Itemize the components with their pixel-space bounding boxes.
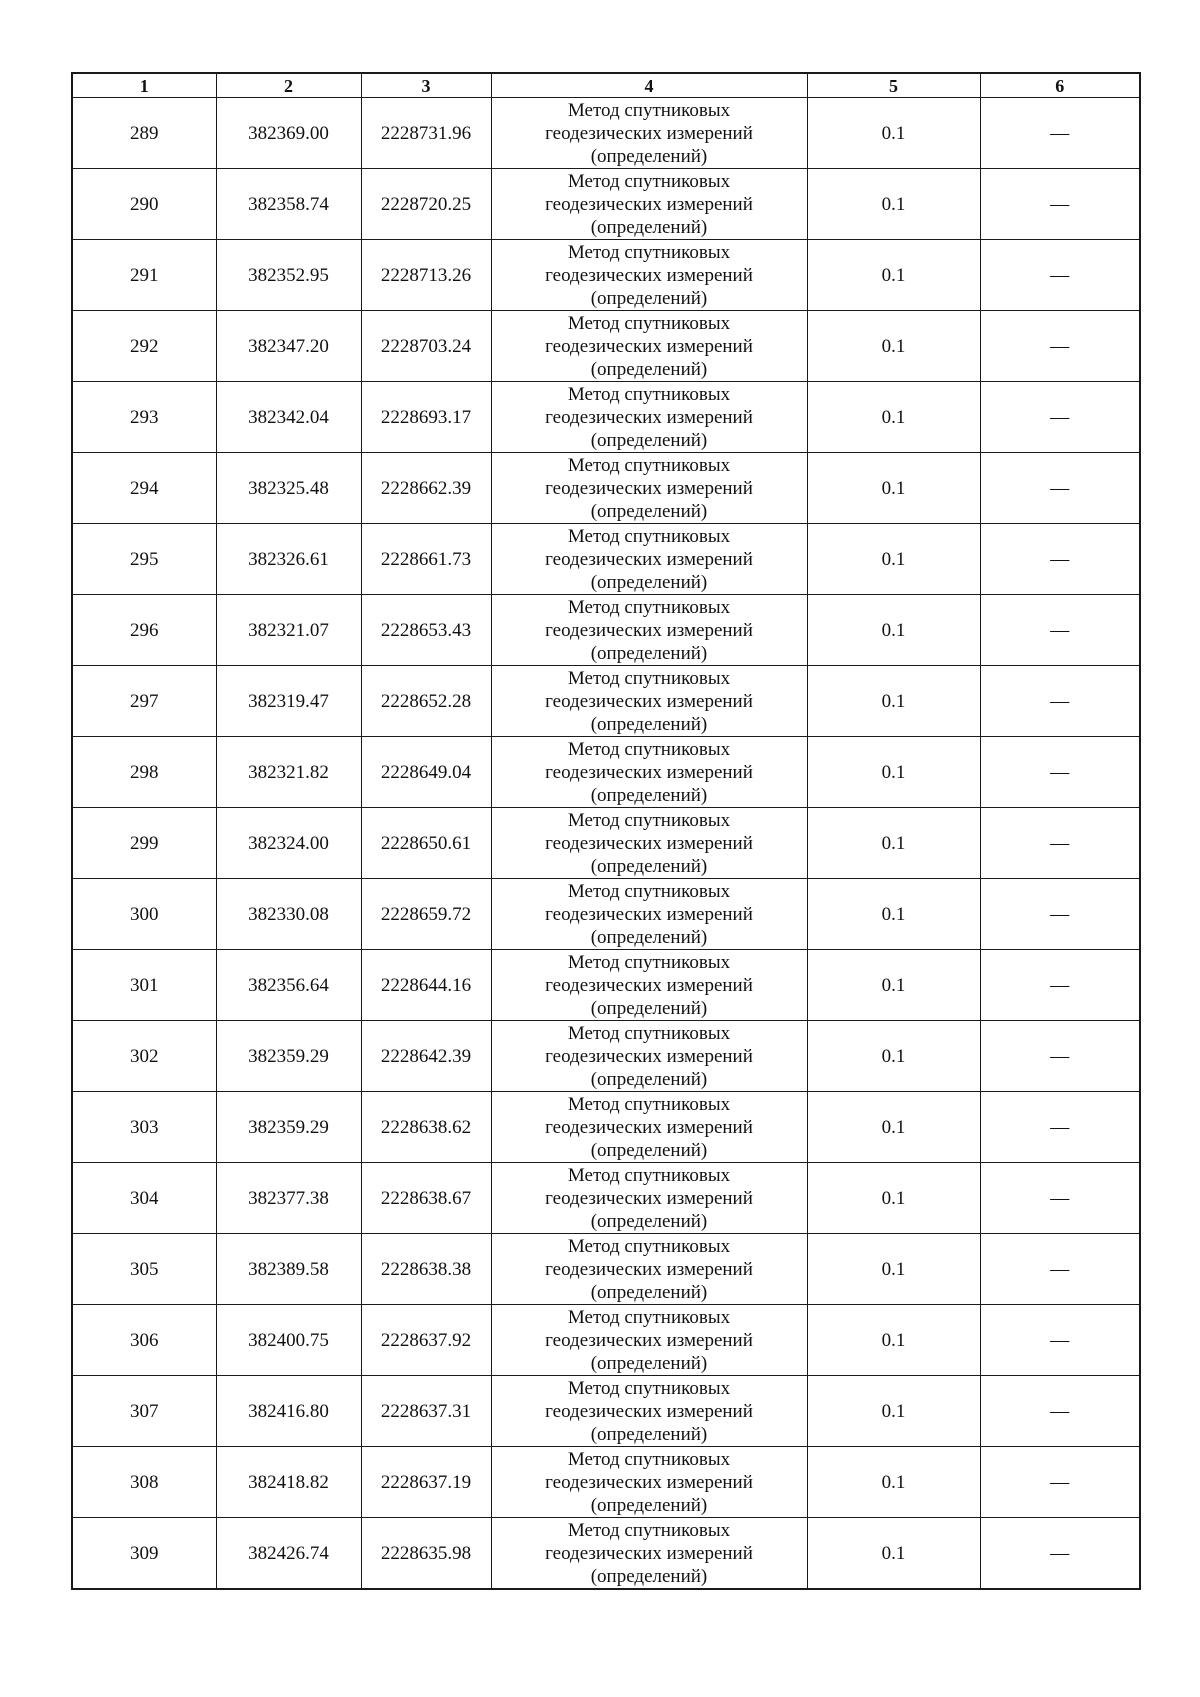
point-number: 297 [72,666,216,737]
table-row [72,524,1140,595]
accuracy-value: 0.1 [807,1305,980,1376]
table-row [72,808,1140,879]
coordinate-x: 382321.82 [216,737,361,808]
point-number: 289 [72,98,216,169]
coordinate-x: 382418.82 [216,1447,361,1518]
note-value: — [980,1163,1140,1234]
method-line: Метод спутниковых [567,170,731,192]
note-value: — [980,240,1140,311]
note-value: — [980,879,1140,950]
table-row [72,950,1140,1021]
method-line: (определений) [590,1139,708,1161]
measurement-method [491,1305,807,1376]
note-value: — [980,1518,1140,1590]
accuracy-value: 0.1 [807,808,980,879]
coordinate-x: 382369.00 [216,98,361,169]
coordinate-y: 2228653.43 [361,595,491,666]
accuracy-value: 0.1 [807,595,980,666]
table-body [72,98,1140,1590]
method-line: (определений) [590,145,708,167]
table-header [72,73,1140,98]
method-line: Метод спутниковых [567,1093,731,1115]
accuracy-value: 0.1 [807,240,980,311]
method-line: геодезических измерений [545,974,753,996]
table-row [72,737,1140,808]
method-line: (определений) [590,1565,708,1587]
coordinate-y: 2228659.72 [361,879,491,950]
coordinate-x: 382426.74 [216,1518,361,1590]
method-line: Метод спутниковых [567,99,731,121]
note-value: — [980,1376,1140,1447]
method-line: (определений) [590,926,708,948]
accuracy-value: 0.1 [807,1092,980,1163]
method-line: (определений) [590,1210,708,1232]
accuracy-value: 0.1 [807,382,980,453]
method-line: Метод спутниковых [567,738,731,760]
method-line: Метод спутниковых [567,1448,731,1470]
coordinate-x: 382389.58 [216,1234,361,1305]
method-line: (определений) [590,1494,708,1516]
method-line: (определений) [590,784,708,806]
point-number: 302 [72,1021,216,1092]
method-line: Метод спутниковых [567,383,731,405]
method-line: Метод спутниковых [567,1306,731,1328]
accuracy-value: 0.1 [807,737,980,808]
measurement-method [491,524,807,595]
accuracy-value: 0.1 [807,311,980,382]
point-number: 301 [72,950,216,1021]
table-row [72,1376,1140,1447]
point-number: 309 [72,1518,216,1590]
note-value: — [980,311,1140,382]
accuracy-value: 0.1 [807,666,980,737]
accuracy-value: 0.1 [807,1518,980,1590]
table-row [72,240,1140,311]
coordinate-x: 382319.47 [216,666,361,737]
note-value: — [980,1092,1140,1163]
coordinate-y: 2228661.73 [361,524,491,595]
coordinate-y: 2228662.39 [361,453,491,524]
column-header-5: 5 [807,73,980,98]
point-number: 303 [72,1092,216,1163]
measurement-method [491,98,807,169]
method-line: геодезических измерений [545,1400,753,1422]
method-line: геодезических измерений [545,193,753,215]
measurement-method [491,595,807,666]
coordinate-x: 382325.48 [216,453,361,524]
method-line: Метод спутниковых [567,1022,731,1044]
column-header-3: 3 [361,73,491,98]
note-value: — [980,169,1140,240]
method-line: (определений) [590,1352,708,1374]
point-number: 304 [72,1163,216,1234]
method-line: геодезических измерений [545,1116,753,1138]
method-line: геодезических измерений [545,1258,753,1280]
coordinate-y: 2228652.28 [361,666,491,737]
note-value: — [980,666,1140,737]
coordinate-y: 2228649.04 [361,737,491,808]
coordinate-y: 2228638.62 [361,1092,491,1163]
accuracy-value: 0.1 [807,1021,980,1092]
table-row [72,311,1140,382]
accuracy-value: 0.1 [807,950,980,1021]
table-row [72,1447,1140,1518]
method-line: (определений) [590,855,708,877]
method-line: Метод спутниковых [567,809,731,831]
coordinate-y: 2228637.19 [361,1447,491,1518]
accuracy-value: 0.1 [807,1234,980,1305]
measurement-method [491,737,807,808]
measurement-method [491,879,807,950]
point-number: 296 [72,595,216,666]
note-value: — [980,737,1140,808]
point-number: 308 [72,1447,216,1518]
table-row [72,1092,1140,1163]
method-line: геодезических измерений [545,619,753,641]
method-line: геодезических измерений [545,1045,753,1067]
accuracy-value: 0.1 [807,1447,980,1518]
coordinate-x: 382359.29 [216,1021,361,1092]
note-value: — [980,950,1140,1021]
accuracy-value: 0.1 [807,1376,980,1447]
method-line: (определений) [590,1423,708,1445]
accuracy-value: 0.1 [807,169,980,240]
method-line: геодезических измерений [545,832,753,854]
method-line: геодезических измерений [545,903,753,925]
measurement-method [491,950,807,1021]
accuracy-value: 0.1 [807,98,980,169]
table-row [72,595,1140,666]
coordinates-table [71,72,1141,1590]
measurement-method [491,1234,807,1305]
coordinate-x: 382342.04 [216,382,361,453]
point-number: 306 [72,1305,216,1376]
coordinate-y: 2228720.25 [361,169,491,240]
method-line: Метод спутниковых [567,241,731,263]
note-value: — [980,1021,1140,1092]
coordinate-y: 2228703.24 [361,311,491,382]
method-line: Метод спутниковых [567,454,731,476]
point-number: 305 [72,1234,216,1305]
point-number: 298 [72,737,216,808]
point-number: 290 [72,169,216,240]
measurement-method [491,1376,807,1447]
table-row [72,1518,1140,1590]
method-line: (определений) [590,216,708,238]
coordinate-y: 2228693.17 [361,382,491,453]
measurement-method [491,1447,807,1518]
method-line: Метод спутниковых [567,1164,731,1186]
method-line: геодезических измерений [545,761,753,783]
column-header-4: 4 [491,73,807,98]
method-line: геодезических измерений [545,335,753,357]
coordinate-y: 2228635.98 [361,1518,491,1590]
measurement-method [491,666,807,737]
accuracy-value: 0.1 [807,879,980,950]
method-line: Метод спутниковых [567,596,731,618]
coordinate-x: 382321.07 [216,595,361,666]
coordinate-y: 2228638.67 [361,1163,491,1234]
method-line: (определений) [590,429,708,451]
coordinate-x: 382359.29 [216,1092,361,1163]
coordinate-x: 382356.64 [216,950,361,1021]
measurement-method [491,453,807,524]
coordinate-x: 382358.74 [216,169,361,240]
table-row [72,1305,1140,1376]
measurement-method [491,240,807,311]
method-line: геодезических измерений [545,690,753,712]
note-value: — [980,98,1140,169]
note-value: — [980,1305,1140,1376]
coordinate-y: 2228642.39 [361,1021,491,1092]
coordinate-y: 2228731.96 [361,98,491,169]
method-line: (определений) [590,713,708,735]
measurement-method [491,1518,807,1590]
point-number: 291 [72,240,216,311]
measurement-method [491,382,807,453]
method-line: геодезических измерений [545,264,753,286]
table-row [72,879,1140,950]
coordinate-x: 382400.75 [216,1305,361,1376]
note-value: — [980,524,1140,595]
method-line: (определений) [590,287,708,309]
method-line: (определений) [590,358,708,380]
measurement-method [491,311,807,382]
method-line: геодезических измерений [545,1542,753,1564]
method-line: Метод спутниковых [567,880,731,902]
table-row [72,1234,1140,1305]
header-row [72,73,1140,98]
table-row [72,666,1140,737]
point-number: 294 [72,453,216,524]
coordinate-y: 2228637.92 [361,1305,491,1376]
method-line: (определений) [590,500,708,522]
method-line: (определений) [590,997,708,1019]
method-line: геодезических измерений [545,477,753,499]
table-row [72,1163,1140,1234]
coordinate-x: 382377.38 [216,1163,361,1234]
coordinate-x: 382352.95 [216,240,361,311]
method-line: (определений) [590,642,708,664]
method-line: (определений) [590,1068,708,1090]
column-header-2: 2 [216,73,361,98]
coordinate-x: 382326.61 [216,524,361,595]
coordinate-x: 382330.08 [216,879,361,950]
note-value: — [980,595,1140,666]
point-number: 299 [72,808,216,879]
method-line: Метод спутниковых [567,312,731,334]
point-number: 300 [72,879,216,950]
note-value: — [980,1234,1140,1305]
note-value: — [980,382,1140,453]
note-value: — [980,808,1140,879]
method-line: геодезических измерений [545,1329,753,1351]
method-line: Метод спутниковых [567,1377,731,1399]
method-line: Метод спутниковых [567,1519,731,1541]
coordinate-y: 2228650.61 [361,808,491,879]
coordinate-y: 2228713.26 [361,240,491,311]
point-number: 292 [72,311,216,382]
accuracy-value: 0.1 [807,524,980,595]
method-line: Метод спутниковых [567,951,731,973]
note-value: — [980,1447,1140,1518]
measurement-method [491,1021,807,1092]
measurement-method [491,1163,807,1234]
coordinate-y: 2228644.16 [361,950,491,1021]
accuracy-value: 0.1 [807,453,980,524]
method-line: Метод спутниковых [567,525,731,547]
method-line: геодезических измерений [545,122,753,144]
coordinate-x: 382324.00 [216,808,361,879]
method-line: (определений) [590,1281,708,1303]
method-line: геодезических измерений [545,406,753,428]
method-line: (определений) [590,571,708,593]
measurement-method [491,169,807,240]
point-number: 307 [72,1376,216,1447]
method-line: геодезических измерений [545,548,753,570]
table-row [72,382,1140,453]
point-number: 293 [72,382,216,453]
coordinate-x: 382347.20 [216,311,361,382]
accuracy-value: 0.1 [807,1163,980,1234]
method-line: Метод спутниковых [567,667,731,689]
column-header-6: 6 [980,73,1140,98]
measurement-method [491,808,807,879]
table-row [72,169,1140,240]
method-line: геодезических измерений [545,1471,753,1493]
measurement-method [491,1092,807,1163]
table-row [72,98,1140,169]
table-row [72,1021,1140,1092]
method-line: геодезических измерений [545,1187,753,1209]
point-number: 295 [72,524,216,595]
column-header-1: 1 [72,73,216,98]
coordinate-x: 382416.80 [216,1376,361,1447]
note-value: — [980,453,1140,524]
table-row [72,453,1140,524]
coordinate-y: 2228637.31 [361,1376,491,1447]
method-line: Метод спутниковых [567,1235,731,1257]
coordinate-y: 2228638.38 [361,1234,491,1305]
